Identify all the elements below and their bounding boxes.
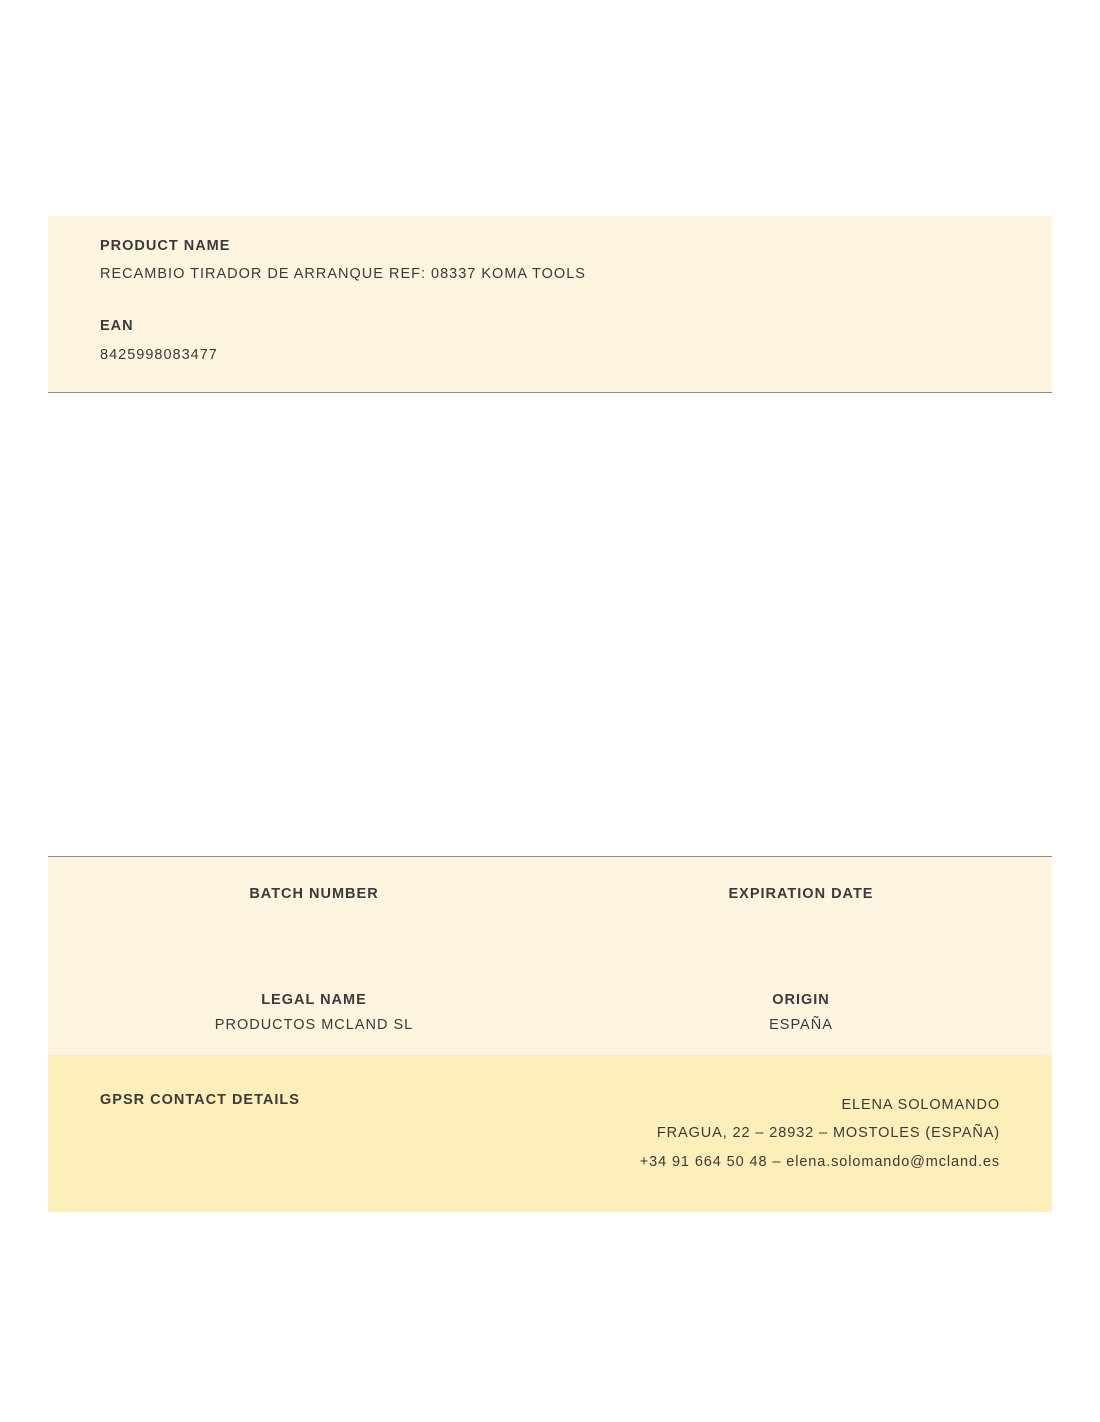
expiration-date-cell [550, 885, 1052, 929]
batch-number-cell [48, 885, 550, 929]
legal-name-value: PRODUCTOS MCLAND SL [214, 1016, 414, 1033]
expiration-date-value [560, 910, 1042, 929]
origin-value: ESPAÑA [769, 1016, 833, 1033]
expiration-date-label: EXPIRATION DATE [728, 886, 874, 902]
block-spacer [100, 284, 1000, 318]
legal-name-cell [48, 991, 550, 1035]
gpsr-contact-title: GPSR CONTACT DETAILS [100, 1092, 300, 1108]
gpsr-contact-block [48, 1055, 1052, 1212]
product-name-value: RECAMBIO TIRADOR DE ARRANQUE REF: 08337 KOMA TOOLS [100, 266, 586, 283]
batch-expiration-row [48, 885, 1052, 929]
ean-value: 8425998083477 [100, 346, 218, 363]
legal-origin-row [48, 991, 1052, 1035]
gpsr-contact-phone-email: +34 91 664 50 48 – elena.solomando@mcland.es [639, 1153, 1000, 1170]
gpsr-contact-name: ELENA SOLOMANDO [841, 1097, 1000, 1113]
gpsr-contact-lines [300, 1091, 1000, 1176]
batch-number-label: BATCH NUMBER [249, 886, 379, 902]
gpsr-contact-address: FRAGUA, 22 – 28932 – MOSTOLES (ESPAÑA) [656, 1125, 1000, 1142]
ean-label: EAN [100, 318, 134, 335]
origin-cell [550, 991, 1052, 1035]
product-info-block [48, 216, 1052, 393]
origin-label: ORIGIN [772, 991, 830, 1008]
batch-legal-block [48, 856, 1052, 1062]
batch-number-value [88, 910, 540, 929]
product-name-label: PRODUCT NAME [100, 238, 231, 254]
legal-name-label: LEGAL NAME [261, 991, 367, 1008]
